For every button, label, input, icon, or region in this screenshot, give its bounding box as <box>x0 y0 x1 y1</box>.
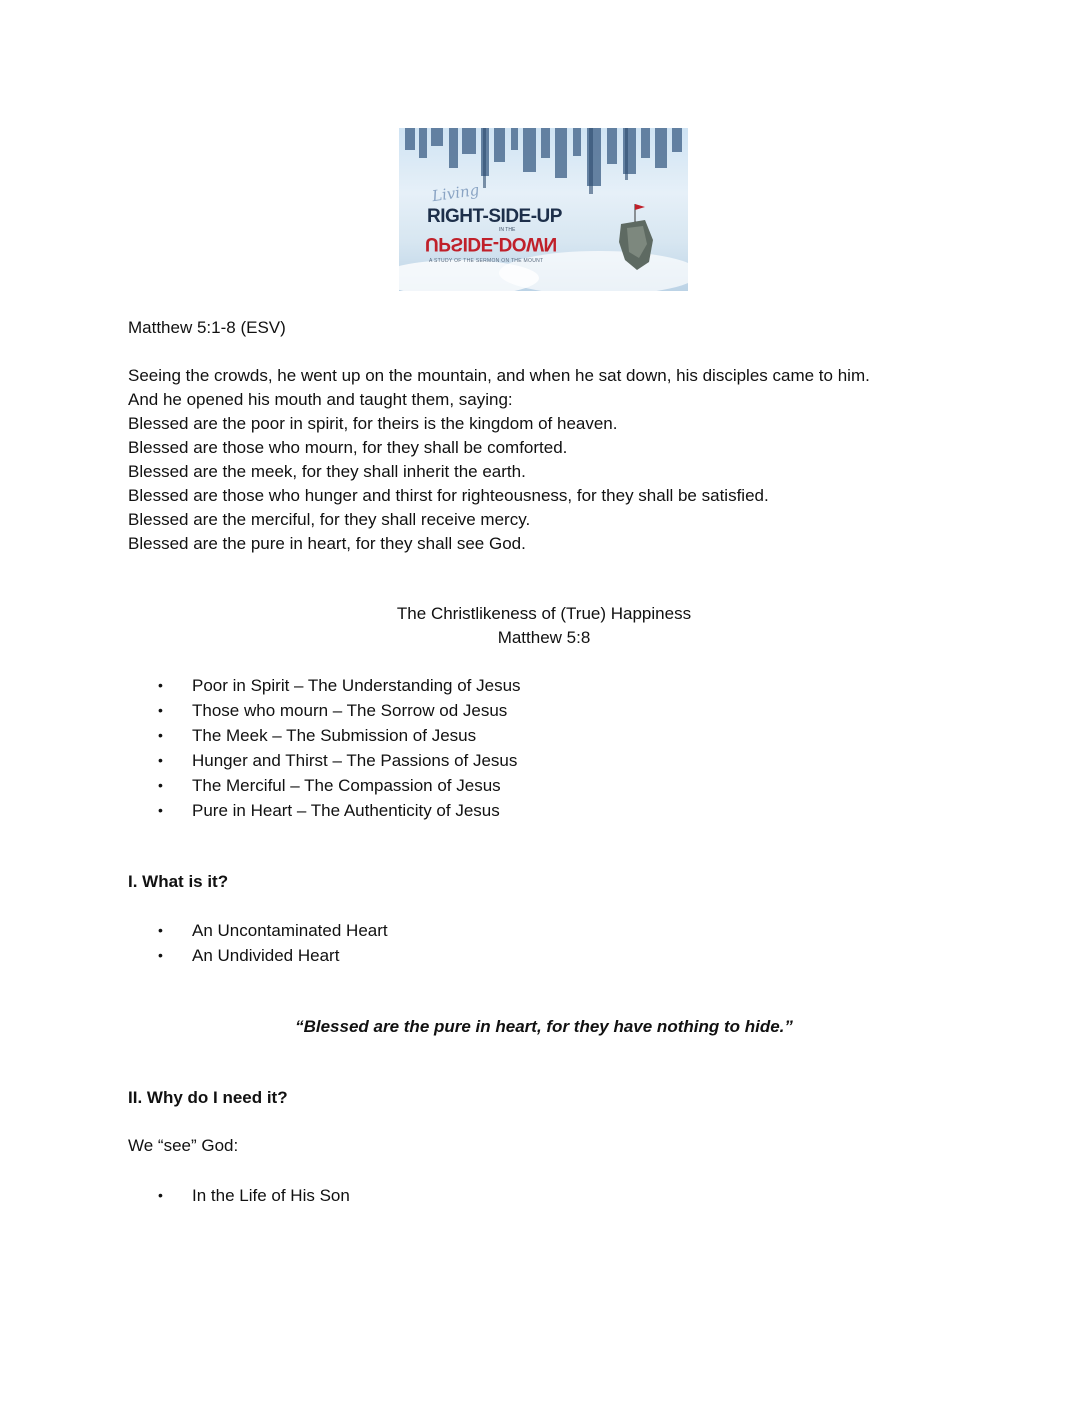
sermon-reference: Matthew 5:8 <box>497 628 591 647</box>
list-item <box>128 673 521 698</box>
bullet-icon: • <box>158 702 163 718</box>
bullet-icon: • <box>158 947 163 963</box>
section-1-list <box>128 918 388 968</box>
passage-line: Blessed are the meek, for they shall inherit the earth. <box>128 462 526 481</box>
bullet-icon: • <box>158 802 163 818</box>
list-item-text: Poor in Spirit – The Understanding of Jesus <box>192 676 521 695</box>
passage-line: And he opened his mouth and taught them, saying: <box>128 390 513 409</box>
banner-small-text: IN THE <box>499 227 516 233</box>
section-1-heading: I. What is it? <box>128 872 229 891</box>
banner-title-line1: RIGHT-SIDE-UP <box>427 206 562 227</box>
list-item <box>128 798 521 823</box>
sermon-series-banner <box>399 128 688 291</box>
bullet-icon: • <box>158 727 163 743</box>
passage-line: Blessed are those who mourn, for they shall be comforted. <box>128 438 568 457</box>
scripture-passage <box>128 364 870 556</box>
banner-script-word: Living <box>430 180 481 206</box>
section-2-list <box>128 1183 350 1208</box>
banner-tagline: A STUDY OF THE SERMON ON THE MOUNT <box>429 258 544 264</box>
beatitudes-list <box>128 673 521 823</box>
list-item-text: The Meek – The Submission of Jesus <box>192 726 477 745</box>
list-item-text: The Merciful – The Compassion of Jesus <box>192 776 501 795</box>
list-item <box>128 723 521 748</box>
bullet-icon: • <box>158 922 163 938</box>
banner-title-line2: UPSIDE-DOWN <box>425 233 557 254</box>
passage-line: Blessed are those who hunger and thirst for righteousness, for they shall be satisfied. <box>128 486 769 505</box>
list-item <box>128 773 521 798</box>
scripture-reference: Matthew 5:1-8 (ESV) <box>128 318 286 337</box>
bullet-icon: • <box>158 1187 163 1203</box>
sermon-title: The Christlikeness of (True) Happiness <box>396 604 692 623</box>
list-item <box>128 1183 350 1208</box>
list-item <box>128 698 521 723</box>
bullet-icon: • <box>158 777 163 793</box>
passage-line: Blessed are the poor in spirit, for theirs is the kingdom of heaven. <box>128 414 618 433</box>
list-item-text: In the Life of His Son <box>192 1186 350 1205</box>
passage-line: Blessed are the pure in heart, for they shall see God. <box>128 534 526 553</box>
section-2-intro: We “see” God: <box>128 1136 239 1155</box>
list-item-text: An Undivided Heart <box>192 946 340 965</box>
list-item <box>128 918 388 943</box>
passage-line: Seeing the crowds, he went up on the mountain, and when he sat down, his disciples came to him. <box>128 366 870 385</box>
list-item <box>128 748 521 773</box>
list-item-text: An Uncontaminated Heart <box>192 921 388 940</box>
list-item <box>128 943 388 968</box>
section-2-heading: II. Why do I need it? <box>128 1088 288 1107</box>
bullet-icon: • <box>158 677 163 693</box>
list-item-text: Hunger and Thirst – The Passions of Jesus <box>192 751 518 770</box>
list-item-text: Those who mourn – The Sorrow od Jesus <box>192 701 508 720</box>
list-item-text: Pure in Heart – The Authenticity of Jesus <box>192 801 500 820</box>
bullet-icon: • <box>158 752 163 768</box>
passage-line: Blessed are the merciful, for they shall receive mercy. <box>128 510 531 529</box>
pull-quote: “Blessed are the pure in heart, for they have nothing to hide.” <box>295 1017 793 1036</box>
